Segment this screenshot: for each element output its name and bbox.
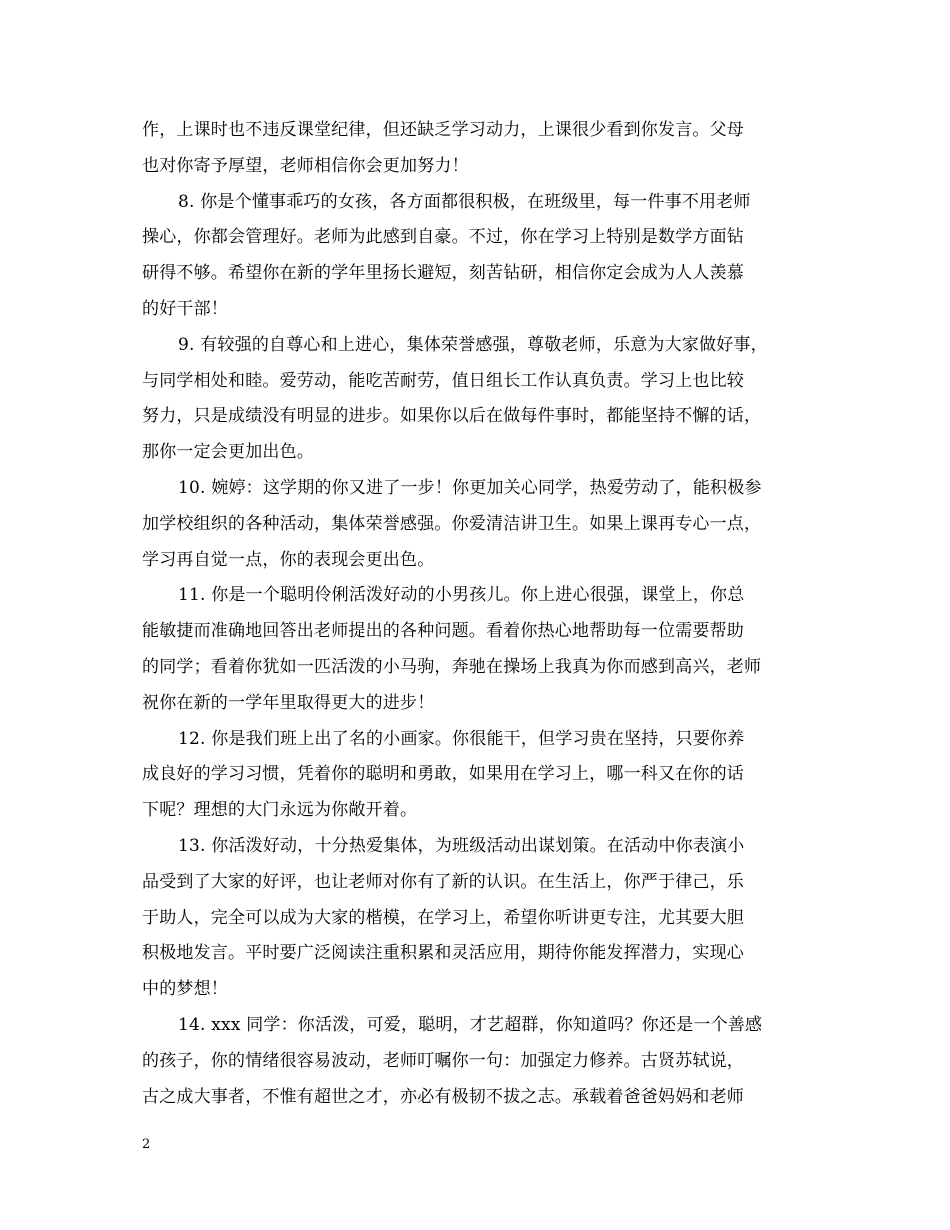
text-line: 13. 你活泼好动，十分热爱集体，为班级活动出谋划策。在活动中你表演小 [178, 835, 745, 856]
text-line: 于助人，完全可以成为大家的楷模，在学习上，希望你听讲更专注，尤其要大胆 [142, 907, 744, 928]
text-line: 的孩子，你的情绪很容易波动，老师叮嘱你一句：加强定力修养。古贤苏轼说， [142, 1050, 744, 1071]
text-line: 的同学；看着你犹如一匹活泼的小马驹，奔驰在操场上我真为你而感到高兴，老师 [142, 656, 762, 677]
text-line: 12. 你是我们班上出了名的小画家。你很能干，但学习贵在坚持，只要你养 [178, 728, 745, 749]
text-line: 8. 你是个懂事乖巧的女孩，各方面都很积极，在班级里，每一件事不用老师 [178, 191, 751, 212]
text-line: 作，上课时也不违反课堂纪律，但还缺乏学习动力，上课很少看到你发言。父母 [142, 120, 744, 140]
text-line: 古之成大事者，不惟有超世之才，亦必有极韧不拔之志。承载着爸爸妈妈和老师 [142, 1086, 744, 1107]
paragraph-7-continuation [142, 113, 817, 185]
text-line: 与同学相处和睦。爱劳动，能吃苦耐劳，值日组长工作认真负责。学习上也比较 [142, 370, 744, 391]
paragraph-12 [142, 722, 817, 829]
paragraph-11 [142, 578, 817, 721]
text-line: 也对你寄予厚望，老师相信你会更加努力！ [142, 155, 469, 176]
text-line: 努力，只是成绩没有明显的进步。如果你以后在做每件事时，都能坚持不懈的话， [142, 406, 762, 427]
paragraph-14 [142, 1008, 817, 1115]
text-line: 研得不够。希望你在新的学年里扬长避短，刻苦钻研，相信你定会成为人人羡慕 [142, 263, 744, 284]
text-line: 9. 有较强的自尊心和上进心，集体荣誉感强，尊敬老师，乐意为大家做好事， [178, 334, 768, 355]
text-line: 品受到了大家的好评，也让老师对你有了新的认识。在生活上，你严于律己，乐 [142, 871, 744, 892]
text-line: 中的梦想！ [142, 979, 228, 1000]
text-line: 10. 婉婷：这学期的你又进了一步！你更加关心同学，热爱劳动了，能积极参 [178, 477, 762, 498]
text-line: 祝你在新的一学年里取得更大的进步！ [142, 692, 435, 713]
document-body [142, 113, 817, 1115]
text-line: 操心，你都会管理好。老师为此感到自豪。不过，你在学习上特别是数学方面钻 [142, 227, 744, 248]
text-line: 加学校组织的各种活动，集体荣誉感强。你爱清洁讲卫生。如果上课再专心一点， [142, 513, 762, 534]
text-line: 下呢？理想的大门永远为你敞开着。 [142, 800, 418, 821]
page-number: 2 [142, 1137, 151, 1152]
text-line: 14. xxx 同学：你活泼，可爱，聪明，才艺超群，你知道吗？你还是一个善感 [178, 1014, 763, 1035]
text-line: 11. 你是一个聪明伶俐活泼好动的小男孩儿。你上进心很强，课堂上，你总 [178, 585, 745, 606]
paragraph-10 [142, 471, 817, 578]
paragraph-9 [142, 328, 817, 471]
paragraph-8 [142, 185, 817, 328]
text-line: 的好干部！ [142, 298, 228, 319]
text-line: 积极地发言。平时要广泛阅读注重积累和灵活应用，期待你能发挥潜力，实现心 [142, 943, 744, 964]
text-line: 能敏捷而准确地回答出老师提出的各种问题。看着你热心地帮助每一位需要帮助 [142, 621, 744, 642]
paragraph-13 [142, 829, 817, 1008]
text-line: 学习再自觉一点，你的表现会更出色。 [142, 549, 435, 570]
text-line: 成良好的学习习惯，凭着你的聪明和勇敢，如果用在学习上，哪一科又在你的话 [142, 764, 744, 785]
text-line: 那你一定会更加出色。 [142, 442, 314, 463]
